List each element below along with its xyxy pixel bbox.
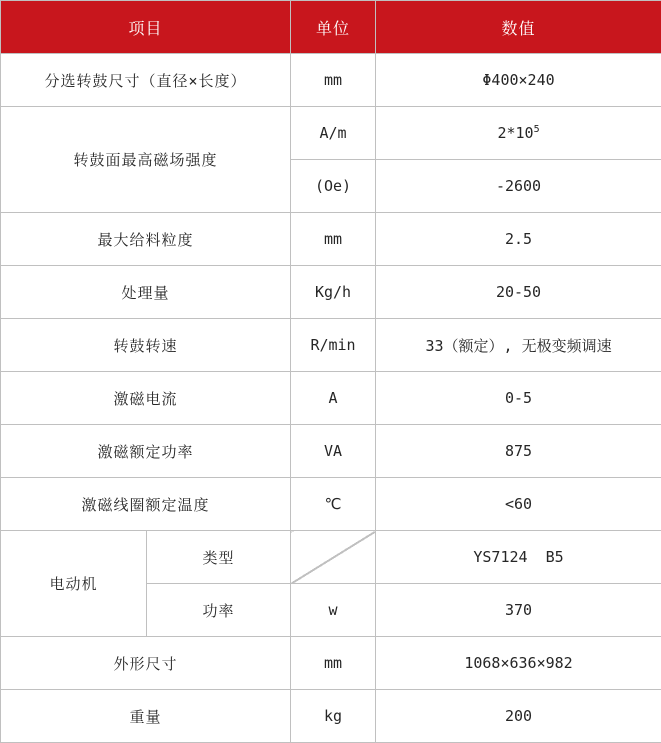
max-field-value-am-exponent: 5 — [533, 124, 540, 135]
max-feed-size-item: 最大给料粒度 — [1, 213, 291, 266]
max-field-item: 转鼓面最高磁场强度 — [1, 107, 291, 213]
header-row — [1, 1, 661, 54]
capacity-unit: Kg/h — [291, 266, 376, 319]
drum-size-item: 分选转鼓尺寸（直径×长度） — [1, 54, 291, 107]
table-row — [1, 54, 661, 107]
max-field-value-am-base: 2*10 — [497, 124, 534, 142]
drum-size-unit: mm — [291, 54, 376, 107]
excite-power-item: 激磁额定功率 — [1, 425, 291, 478]
excite-current-item: 激磁电流 — [1, 372, 291, 425]
max-feed-size-value: 2.5 — [376, 213, 661, 266]
table-row — [1, 372, 661, 425]
table-row — [1, 637, 661, 690]
table-row — [1, 319, 661, 372]
table-row — [1, 478, 661, 531]
excite-power-value: 875 — [376, 425, 661, 478]
overall-size-unit: mm — [291, 637, 376, 690]
table-row — [1, 531, 661, 584]
table-row — [1, 213, 661, 266]
header-unit: 单位 — [291, 1, 376, 54]
motor-power-label: 功率 — [147, 584, 291, 637]
table-row — [1, 425, 661, 478]
max-field-value-oe: -2600 — [376, 160, 661, 213]
max-field-unit-am: A/m — [291, 107, 376, 160]
overall-size-value: 1068×636×982 — [376, 637, 661, 690]
header-value: 数值 — [376, 1, 661, 54]
motor-type-unit-diagonal-cell — [291, 531, 376, 584]
motor-power-unit: w — [291, 584, 376, 637]
table-row — [1, 266, 661, 319]
drum-speed-unit: R/min — [291, 319, 376, 372]
coil-temp-unit: ℃ — [291, 478, 376, 531]
max-field-unit-oe: (Oe) — [291, 160, 376, 213]
excite-current-value: 0-5 — [376, 372, 661, 425]
header-item: 项目 — [1, 1, 291, 54]
motor-type-label: 类型 — [147, 531, 291, 584]
excite-current-unit: A — [291, 372, 376, 425]
capacity-value: 20-50 — [376, 266, 661, 319]
coil-temp-item: 激磁线圈额定温度 — [1, 478, 291, 531]
weight-value: 200 — [376, 690, 661, 743]
max-field-value-am — [376, 107, 661, 160]
drum-speed-value: 33（额定）, 无极变频调速 — [376, 319, 661, 372]
excite-power-unit: VA — [291, 425, 376, 478]
drum-size-value: Φ400×240 — [376, 54, 661, 107]
capacity-item: 处理量 — [1, 266, 291, 319]
motor-item: 电动机 — [1, 531, 147, 637]
drum-speed-item: 转鼓转速 — [1, 319, 291, 372]
weight-unit: kg — [291, 690, 376, 743]
weight-item: 重量 — [1, 690, 291, 743]
motor-type-value: YS7124 B5 — [376, 531, 661, 584]
motor-power-value: 370 — [376, 584, 661, 637]
max-feed-size-unit: mm — [291, 213, 376, 266]
overall-size-item: 外形尺寸 — [1, 637, 291, 690]
table-row — [1, 107, 661, 160]
table-row — [1, 690, 661, 743]
coil-temp-value: <60 — [376, 478, 661, 531]
